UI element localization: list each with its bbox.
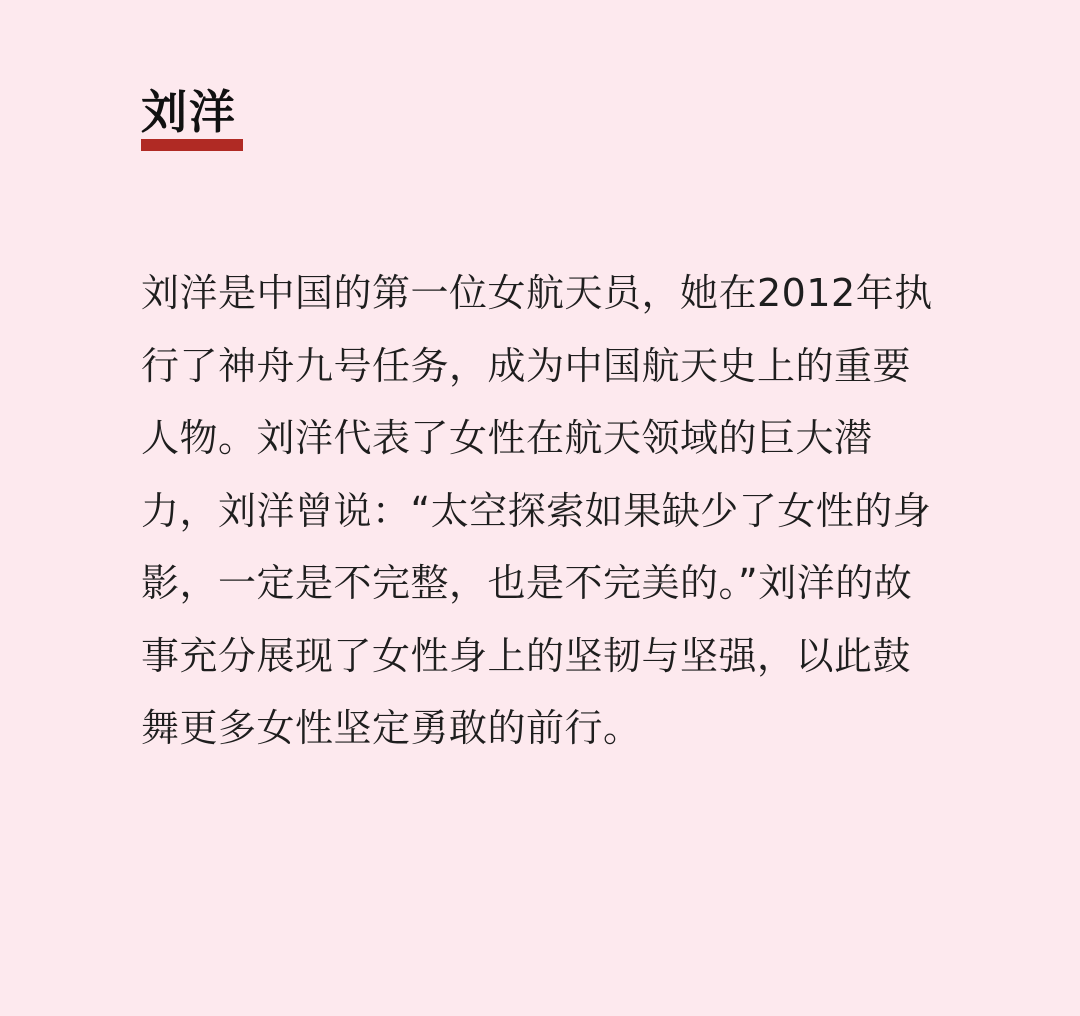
article-paragraph: 刘洋是中国的第一位女航天员，她在2012年执行了神舟九号任务，成为中国航天史上的重要人物。刘洋代表了女性在航天领域的巨大潜力，刘洋曾说：“太空探索如果缺少了女性的身影，一定是不完整，也是不完美的。”刘洋的故事充分展现了女性身上的坚韧与坚强，以此鼓舞更多女性坚定勇敢的前行。 bbox=[141, 271, 933, 750]
article-title: 刘洋 bbox=[141, 85, 237, 139]
title-accent-bar bbox=[141, 139, 243, 151]
